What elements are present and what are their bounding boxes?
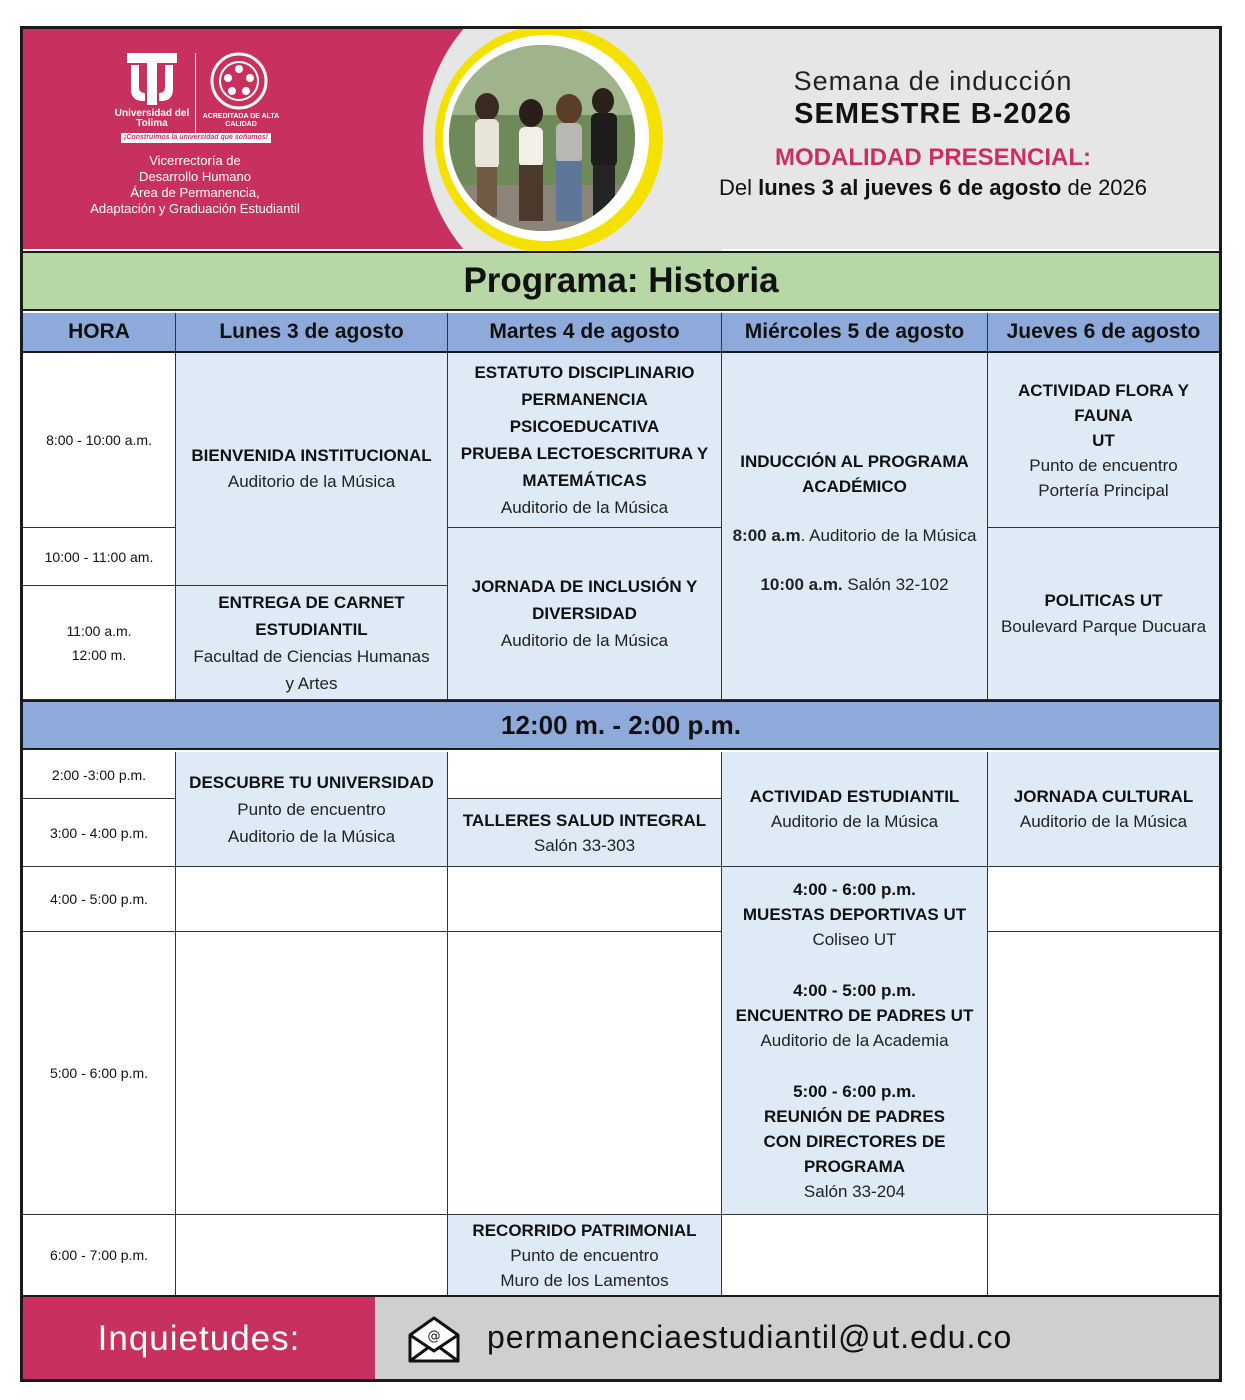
- contact-email-link[interactable]: permanenciaestudiantil@ut.edu.co: [487, 1319, 1013, 1355]
- event-place: Auditorio de la Música: [227, 826, 396, 846]
- column-header-hour: HORA: [23, 313, 176, 353]
- empty-cell: [988, 867, 1219, 932]
- event-induccion-programa: [722, 353, 988, 700]
- event-entrega-carnet: [176, 586, 448, 700]
- hour-cell: 4:00 - 5:00 p.m.: [23, 867, 176, 932]
- column-header-tuesday: Martes 4 de agosto: [448, 313, 722, 353]
- empty-cell: [176, 932, 448, 1215]
- event-title: MATEMÁTICAS: [522, 471, 647, 490]
- event-subtitle: Semana de inducción: [793, 66, 1073, 96]
- footer-contact: [23, 1295, 1219, 1379]
- event-place: Boulevard Parque Ducuara: [1000, 616, 1207, 636]
- event-place: Auditorio de la Música: [770, 812, 939, 831]
- event-title: UT: [1092, 430, 1115, 450]
- event-recorrido-patrimonial: [448, 1215, 722, 1295]
- event-time: 4:00 - 6:00 p.m.: [793, 880, 916, 899]
- event-time: 4:00 - 5:00 p.m.: [793, 981, 916, 1000]
- event-time: 5:00 - 6:00 p.m.: [793, 1082, 916, 1101]
- event-place: Auditorio de la Música: [227, 472, 396, 491]
- area-line-2: Adaptación y Graduación Estudiantil: [90, 201, 300, 216]
- event-place: Facultad de Ciencias Humanas: [193, 646, 430, 666]
- event-title: MUESTAS DEPORTIVAS UT: [742, 905, 967, 924]
- hour-line: 11:00 a.m.: [66, 622, 132, 639]
- event-place: Portería Principal: [1038, 480, 1169, 500]
- event-place: y Artes: [285, 673, 338, 693]
- empty-cell: [988, 1215, 1219, 1295]
- footer-label-panel: [23, 1297, 375, 1381]
- mail-icon: [407, 1315, 461, 1363]
- column-header-wednesday: Miércoles 5 de agosto: [722, 313, 988, 353]
- header-banner: [23, 29, 1219, 249]
- event-jornada-inclusion: [448, 528, 722, 700]
- event-place: Salón 33-204: [803, 1182, 906, 1201]
- event-modality: MODALIDAD PRESENCIAL:: [775, 144, 1091, 171]
- event-title: DIVERSIDAD: [532, 604, 637, 623]
- empty-cell: [176, 1215, 448, 1295]
- event-place: Auditorio de la Música: [1019, 812, 1188, 831]
- event-title: RECORRIDO PATRIMONIAL: [472, 1220, 697, 1240]
- program-title: Programa: Historia: [463, 261, 779, 300]
- event-title: POLITICAS UT: [1044, 590, 1163, 610]
- empty-cell: [448, 752, 722, 799]
- hour-cell: 8:00 - 10:00 a.m.: [23, 353, 176, 528]
- event-time: 10:00 a.m.: [760, 575, 843, 594]
- hour-cell: 3:00 - 4:00 p.m.: [23, 799, 176, 867]
- event-talleres-salud: [448, 799, 722, 867]
- program-bar: [23, 251, 1219, 311]
- event-title: ACTIVIDAD ESTUDIANTIL: [749, 787, 960, 806]
- dates-suffix: de 2026: [1067, 175, 1148, 200]
- students-photo-illustration: [449, 45, 635, 231]
- event-place: Punto de encuentro: [510, 1245, 659, 1265]
- event-place: Muro de los Lamentos: [500, 1270, 669, 1290]
- event-place: Auditorio de la Academia: [760, 1031, 949, 1050]
- event-bienvenida: [176, 353, 448, 586]
- event-title: ENTREGA DE CARNET: [218, 592, 405, 612]
- event-title: CON DIRECTORES DE: [763, 1132, 946, 1151]
- vice-line-1: Vicerrectoría de: [149, 153, 241, 168]
- event-session: [760, 572, 948, 597]
- event-place: Punto de encuentro: [1029, 455, 1178, 475]
- event-wednesday-afternoon: [722, 867, 988, 1215]
- dates-range: lunes 3 al jueves 6 de agosto: [758, 175, 1062, 200]
- event-heading: [663, 65, 1203, 203]
- event-descubre-universidad: [176, 752, 448, 867]
- empty-cell: [448, 867, 722, 932]
- ut-logo-icon: [123, 51, 181, 107]
- column-header-monday: Lunes 3 de agosto: [176, 313, 448, 353]
- vicerrectoria-block: [75, 153, 315, 217]
- event-title: SEMESTRE B-2026: [794, 98, 1072, 130]
- column-header-thursday: Jueves 6 de agosto: [988, 313, 1219, 353]
- event-place: . Auditorio de la Música: [800, 526, 977, 545]
- event-title: ESTUDIANTIL: [255, 619, 368, 639]
- lunch-break-label: 12:00 m. - 2:00 p.m.: [501, 709, 741, 740]
- footer-label: Inquietudes:: [97, 1319, 301, 1358]
- event-place: Punto de encuentro: [237, 799, 386, 819]
- event-title: PSICOEDUCATIVA: [509, 417, 660, 436]
- event-place: Salón 33-303: [533, 835, 636, 855]
- hour-line: 12:00 m.: [71, 646, 127, 663]
- hour-cell: [23, 586, 176, 700]
- event-title: PRUEBA LECTOESCRITURA Y: [460, 444, 709, 463]
- event-estatuto: [448, 353, 722, 528]
- event-title: PROGRAMA: [803, 1157, 906, 1176]
- empty-cell: [722, 1215, 988, 1295]
- event-place: Coliseo UT: [812, 930, 897, 949]
- hour-cell: 2:00 -3:00 p.m.: [23, 752, 176, 799]
- empty-cell: [448, 932, 722, 1215]
- event-flora-fauna: [988, 353, 1219, 528]
- event-title: INDUCCIÓN AL PROGRAMA: [740, 452, 969, 471]
- event-jornada-cultural: [988, 752, 1219, 867]
- acreditada-text: ACREDITADA DE ALTA CALIDAD: [202, 113, 280, 128]
- empty-cell: [988, 932, 1219, 1215]
- area-line-1: Área de Permanencia,: [130, 185, 260, 200]
- event-title: DESCUBRE TU UNIVERSIDAD: [189, 772, 434, 792]
- dates-prefix: Del: [718, 175, 752, 200]
- event-title: JORNADA DE INCLUSIÓN Y: [471, 577, 698, 596]
- event-title: JORNADA CULTURAL: [1013, 787, 1194, 806]
- event-title: ACTIVIDAD FLORA Y FAUNA: [1018, 380, 1189, 425]
- event-title: ACADÉMICO: [802, 477, 907, 496]
- event-time: 8:00 a.m: [732, 526, 801, 545]
- event-title: ENCUENTRO DE PADRES UT: [735, 1006, 974, 1025]
- event-title: BIENVENIDA INSTITUCIONAL: [191, 446, 432, 465]
- event-place: Auditorio de la Música: [500, 631, 669, 650]
- hour-cell: 10:00 - 11:00 am.: [23, 528, 176, 586]
- empty-cell: [176, 867, 448, 932]
- hour-cell: 5:00 - 6:00 p.m.: [23, 932, 176, 1215]
- vice-line-2: Desarrollo Humano: [139, 169, 251, 184]
- event-politicas-ut: [988, 528, 1219, 700]
- acreditada-seal-icon: [209, 51, 269, 111]
- event-title: PERMANENCIA: [521, 390, 648, 409]
- students-photo: [449, 45, 635, 231]
- schedule-poster: [20, 26, 1222, 1382]
- event-place: Salón 32-102: [842, 575, 949, 594]
- event-session: [733, 523, 977, 548]
- event-title: ESTATUTO DISCIPLINARIO: [474, 363, 695, 382]
- event-title: REUNIÓN DE PADRES: [763, 1107, 946, 1126]
- event-actividad-estudiantil: [722, 752, 988, 867]
- slogan: ¡Construimos la universidad que soñamos!: [121, 133, 271, 143]
- ut-logo-text: Universidad del Tolima: [114, 108, 190, 129]
- event-place: Auditorio de la Música: [500, 498, 669, 517]
- lunch-break-bar: [23, 700, 1219, 750]
- event-title: TALLERES SALUD INTEGRAL: [462, 810, 707, 830]
- hour-cell: 6:00 - 7:00 p.m.: [23, 1215, 176, 1295]
- logo-divider: [195, 53, 196, 137]
- svg-text:@: @: [427, 1329, 441, 1344]
- event-dates: [663, 173, 1203, 203]
